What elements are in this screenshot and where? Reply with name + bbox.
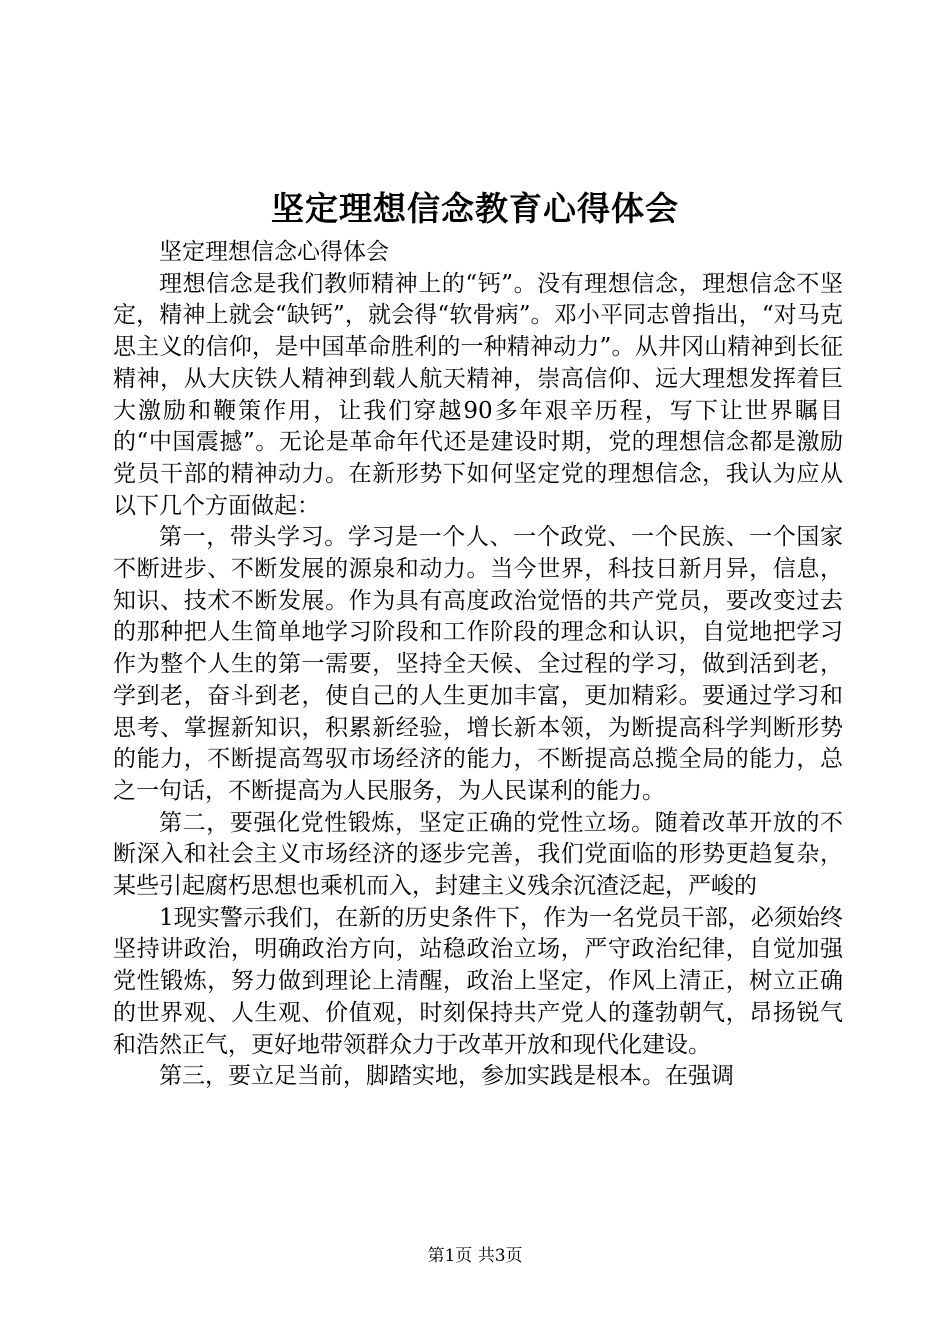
document-title: 坚定理想信念教育心得体会: [271, 189, 679, 228]
subtitle-paragraph: 坚定理想信念心得体会: [159, 239, 389, 265]
body-paragraph-continued: 1现实警示我们，在新的历史条件下，作为一名党员干部，必须始终坚持讲政治，明确政治方向，站稳政治立场，严守政治纪律，自觉加强党性锻炼，努力做到理论上清醒，政治上坚定，作风上清正，树立正确的世界观、人生观、价值观，时刻保持共产党人的蓬勃朝气，昂扬锐气和浩然正气，更好地带领群众力于改革开放和现代化建设。: [113, 904, 843, 1058]
body-paragraph-first: 第一，带头学习。学习是一个人、一个政党、一个民族、一个国家不断进步、不断发展的源泉和动力。当今世界，科技日新月异，信息，知识、技术不断发展。作为具有高度政治觉悟的共产党员，要改变过去的那种把人生简单地学习阶段和工作阶段的理念和认识，自觉地把学习作为整个人生的第一需要，坚持全天候、全过程的学习，做到活到老，学到老，奋斗到老，使自己的人生更加丰富，更加精彩。要通过学习和思考、掌握新知识，积累新经验，增长新本领，为断提高科学判断形势的能力，不断提高驾驭市场经济的能力，不断提高总揽全局的能力，总之一句话，不断提高为人民服务，为人民谋利的能力。: [113, 524, 843, 804]
body-paragraph-second: 第二，要强化党性锻炼，坚定正确的党性立场。随着改革开放的不断深入和社会主义市场经济的逐步完善，我们党面临的形势更趋复杂，某些引起腐朽思想也乘机而入，封建主义残余沉渣泛起，严峻的: [113, 809, 843, 900]
body-paragraph-third: 第三，要立足当前，脚踏实地，参加实践是根本。在强调: [159, 1063, 734, 1090]
document-body: [113, 237, 843, 1093]
page-number-footer: 第1页 共3页: [427, 1246, 523, 1266]
body-paragraph-intro: 理想信念是我们教师精神上的“钙”。没有理想信念，理想信念不坚定，精神上就会“缺钙”，就会得“软骨病”。邓小平同志曾指出，“对马克思主义的信仰，是中国革命胜利的一种精神动力”。从井冈山精神到长征精神，从大庆铁人精神到载人航天精神，崇高信仰、远大理想发挥着巨大激励和鞭策作用，让我们穿越90多年艰辛历程，写下让世界瞩目的“中国震撼”。无论是革命年代还是建设时期，党的理想信念都是激励党员干部的精神动力。在新形势下如何坚定党的理想信念，我认为应从以下几个方面做起：: [113, 270, 843, 519]
